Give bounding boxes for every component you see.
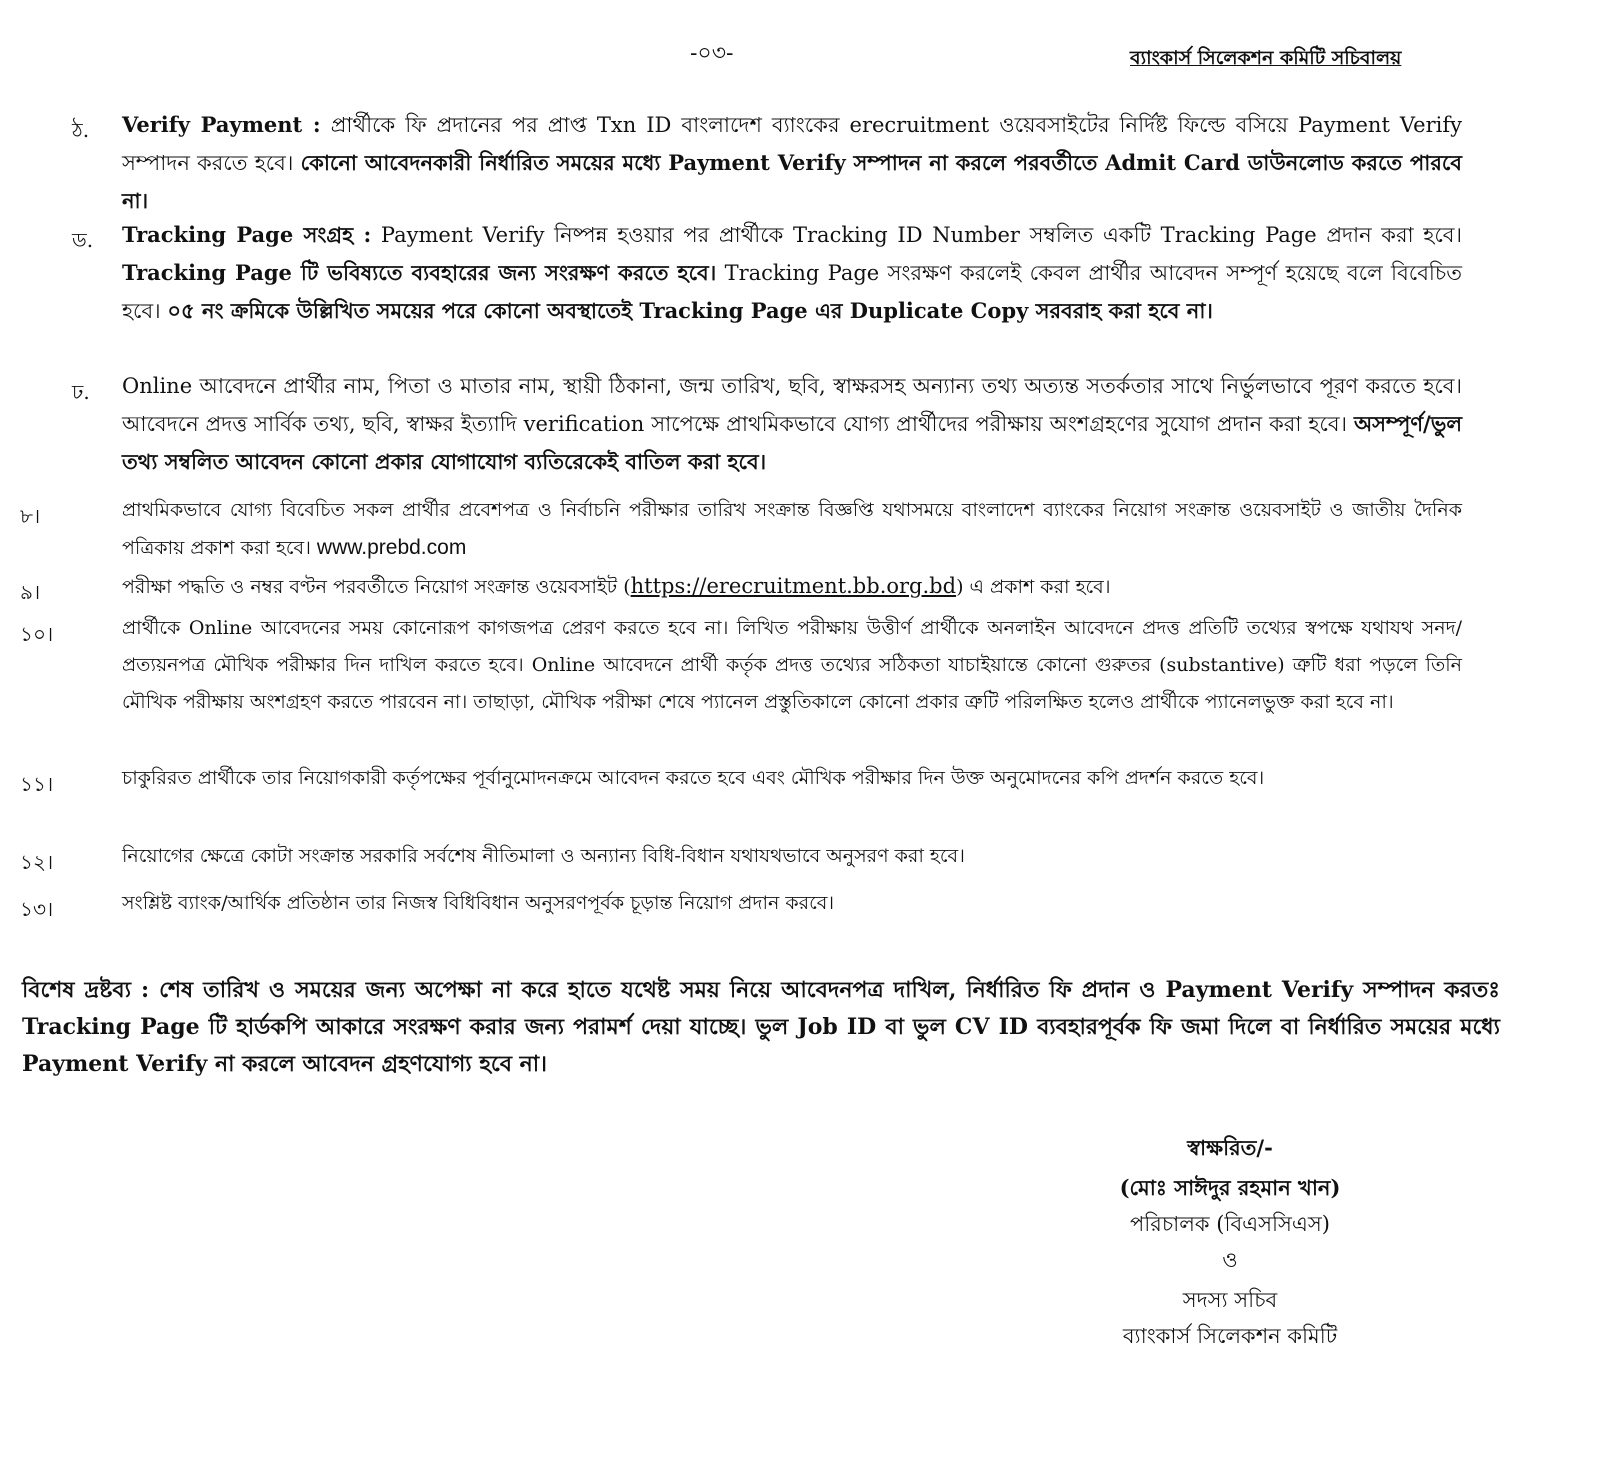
- sub-item-title: Verify Payment :: [122, 112, 321, 137]
- recruitment-website-link[interactable]: https://erecruitment.bb.org.bd: [630, 574, 957, 598]
- sub-item-online-application: [122, 368, 1462, 481]
- signature-conjunction: ও: [1222, 1248, 1238, 1272]
- item-employed-candidate: [122, 760, 1462, 797]
- signature-block: [1080, 1130, 1380, 1354]
- item-final-appointment: [122, 885, 1462, 922]
- signed-text: স্বাক্ষরিত/-: [1187, 1135, 1273, 1160]
- item-text: প্রাথমিকভাবে যোগ্য বিবেচিত সকল প্রার্থীর প্রবেশপত্র ও নির্বাচনি পরীক্ষার তারিখ সংক্রান্ত বিজ্ঞপ্তি যথাসময়ে বাংলাদেশ ব্যাংকের নিয়োগ সংক্রান্ত ওয়েবসাইট ও জাতীয় দৈনিক পত্রিকায় প্রকাশ করা হবে।: [122, 499, 1462, 559]
- sub-item-bold-text: Tracking Page টি ভবিষ্যতে ব্যবহারের জন্য সংরক্ষণ করতে হবে।: [122, 260, 717, 285]
- item-text: সংশ্লিষ্ট ব্যাংক/আর্থিক প্রতিষ্ঠান তার নিজস্ব বিধিবিধান অনুসরণপূর্বক চূড়ান্ত নিয়োগ প্রদান করবে।: [122, 892, 835, 914]
- sub-item-marker: ড.: [72, 228, 94, 252]
- signatory-role: সদস্য সচিব: [1182, 1288, 1278, 1312]
- sub-item-marker: ঠ.: [72, 118, 90, 142]
- item-marker: ৮।: [20, 504, 41, 528]
- item-documents: [122, 610, 1462, 721]
- sub-item-text: Online আবেদনে প্রার্থীর নাম, পিতা ও মাতার নাম, স্থায়ী ঠিকানা, জন্ম তারিখ, ছবি, স্বাক্ষরসহ অন্যান্য তথ্য অত্যন্ত সতর্কতার সাথে নির্ভুলভাবে পূরণ করতে হবে। আবেদনে প্রদত্ত সার্বিক তথ্য, ছবি, স্বাক্ষর ইত্যাদি verification সাপেক্ষে প্রাথমিকভাবে যোগ্য প্রার্থীদের পরীক্ষায় অংশগ্রহণের সুযোগ প্রদান করা হবে।: [122, 374, 1462, 436]
- item-marker: ১২।: [20, 850, 54, 874]
- signatory-designation: পরিচালক (বিএসসিএস): [1130, 1212, 1330, 1236]
- sub-item-bold-text: কোনো আবেদনকারী নির্ধারিত সময়ের মধ্যে Payment Verify সম্পাদন না করলে পরবর্তীতে Admit Card ডাউনলোড করতে পারবে না।: [122, 150, 1462, 213]
- item-marker: ১১।: [20, 772, 54, 796]
- item-text: চাকুরিরত প্রার্থীকে তার নিয়োগকারী কর্তৃপক্ষের পূর্বানুমোদনক্রমে আবেদন করতে হবে এবং মৌখিক পরীক্ষার দিন উক্ত অনুমোদনের কপি প্রদর্শন করতে হবে।: [122, 767, 1265, 789]
- sub-item-bold-text: ০৫ নং ক্রমিকে উল্লিখিত সময়ের পরে কোনো অবস্থাতেই Tracking Page এর Duplicate Copy সরবরাহ করা হবে না।: [167, 298, 1213, 323]
- sub-item-marker: ঢ.: [72, 380, 90, 404]
- item-marker: ৯।: [20, 580, 41, 604]
- item-text: প্রার্থীকে Online আবেদনের সময় কোনোরূপ কাগজপত্র প্রেরণ করতে হবে না। লিখিত পরীক্ষায় উত্তীর্ণ প্রার্থীকে অনলাইন আবেদনে প্রদত্ত প্রতিটি তথ্যের স্বপক্ষে যথাযথ সনদ/প্রত্যয়নপত্র মৌখিক পরীক্ষার দিন দাখিল করতে হবে। Online আবেদনে প্রার্থী কর্তৃক প্রদত্ত তথ্যের সঠিকতা যাচাইয়ান্তে কোনো গুরুতর (substantive) ত্রুটি ধরা পড়লে তিনি মৌখিক পরীক্ষায় অংশগ্রহণ করতে পারবেন না। তাছাড়া, মৌখিক পরীক্ষা শেষে প্যানেল প্রস্তুতিকালে কোনো প্রকার ত্রুটি পরিলক্ষিত হলেও প্রার্থীকে প্যানেলভুক্ত করা হবে না।: [122, 617, 1462, 713]
- item-marker: ১০।: [20, 622, 54, 646]
- item-exam-method: [122, 568, 1462, 606]
- sub-item-tracking-page: [122, 216, 1462, 330]
- sub-item-text: Tracking Page সংরক্ষণ করলেই কেবল প্রার্থীর আবেদন সম্পূর্ণ হয়েছে বলে বিবেচিত হবে।: [122, 261, 1462, 323]
- sub-item-title: Tracking Page সংগ্রহ :: [122, 222, 372, 247]
- sub-item-bold-text: অসম্পূর্ণ/ভুল তথ্য সম্বলিত আবেদন কোনো প্রকার যোগাযোগ ব্যতিরেকেই বাতিল করা হবে।: [122, 411, 1462, 474]
- item-marker: ১৩।: [20, 897, 54, 921]
- item-text: পরীক্ষা পদ্ধতি ও নম্বর বণ্টন পরবর্তীতে নিয়োগ সংক্রান্ত ওয়েবসাইট (: [122, 576, 631, 598]
- sub-item-verify-payment: [122, 106, 1462, 220]
- page-number: -০৩-: [690, 41, 734, 66]
- item-text: নিয়োগের ক্ষেত্রে কোটা সংক্রান্ত সরকারি সর্বশেষ নীতিমালা ও অন্যান্য বিধি-বিধান যথাযথভাবে অনুসরণ করা হবে।: [122, 845, 965, 867]
- item-quota-policy: [122, 838, 1462, 875]
- sub-item-text: Payment Verify নিষ্পন্ন হওয়ার পর প্রার্থীকে Tracking ID Number সম্বলিত একটি Tracking Page প্রদান করা হবে।: [380, 223, 1462, 247]
- sub-item-text: প্রার্থীকে ফি প্রদানের পর প্রাপ্ত Txn ID বাংলাদেশ ব্যাংকের erecruitment ওয়েবসাইটের নির্দিষ্ট ফিল্ডে বসিয়ে Payment Verify সম্পাদন করতে হবে।: [122, 113, 1462, 175]
- signatory-name: (মোঃ সাঈদুর রহমান খান): [1119, 1175, 1341, 1200]
- item-text-after: ) এ প্রকাশ করা হবে।: [956, 576, 1111, 598]
- website-text: www.prebd.com: [316, 536, 467, 559]
- signatory-committee: ব্যাংকার্স সিলেকশন কমিটি: [1122, 1324, 1338, 1348]
- item-admit-card: [122, 492, 1462, 567]
- special-note: বিশেষ দ্রষ্টব্য : শেষ তারিখ ও সময়ের জন্য অপেক্ষা না করে হাতে যথেষ্ট সময় নিয়ে আবেদনপত্র দাখিল, নির্ধারিত ফি প্রদান ও Payment Verify সম্পাদন করতঃ Tracking Page টি হার্ডকপি আকারে সংরক্ষণ করার জন্য পরামর্শ দেয়া যাচ্ছে। ভুল Job ID বা ভুল CV ID ব্যবহারপূর্বক ফি জমা দিলে বা নির্ধারিত সময়ের মধ্যে Payment Verify না করলে আবেদন গ্রহণযোগ্য হবে না।: [22, 977, 1500, 1077]
- office-heading: ব্যাংকার্স সিলেকশন কমিটি সচিবালয়: [1130, 47, 1402, 69]
